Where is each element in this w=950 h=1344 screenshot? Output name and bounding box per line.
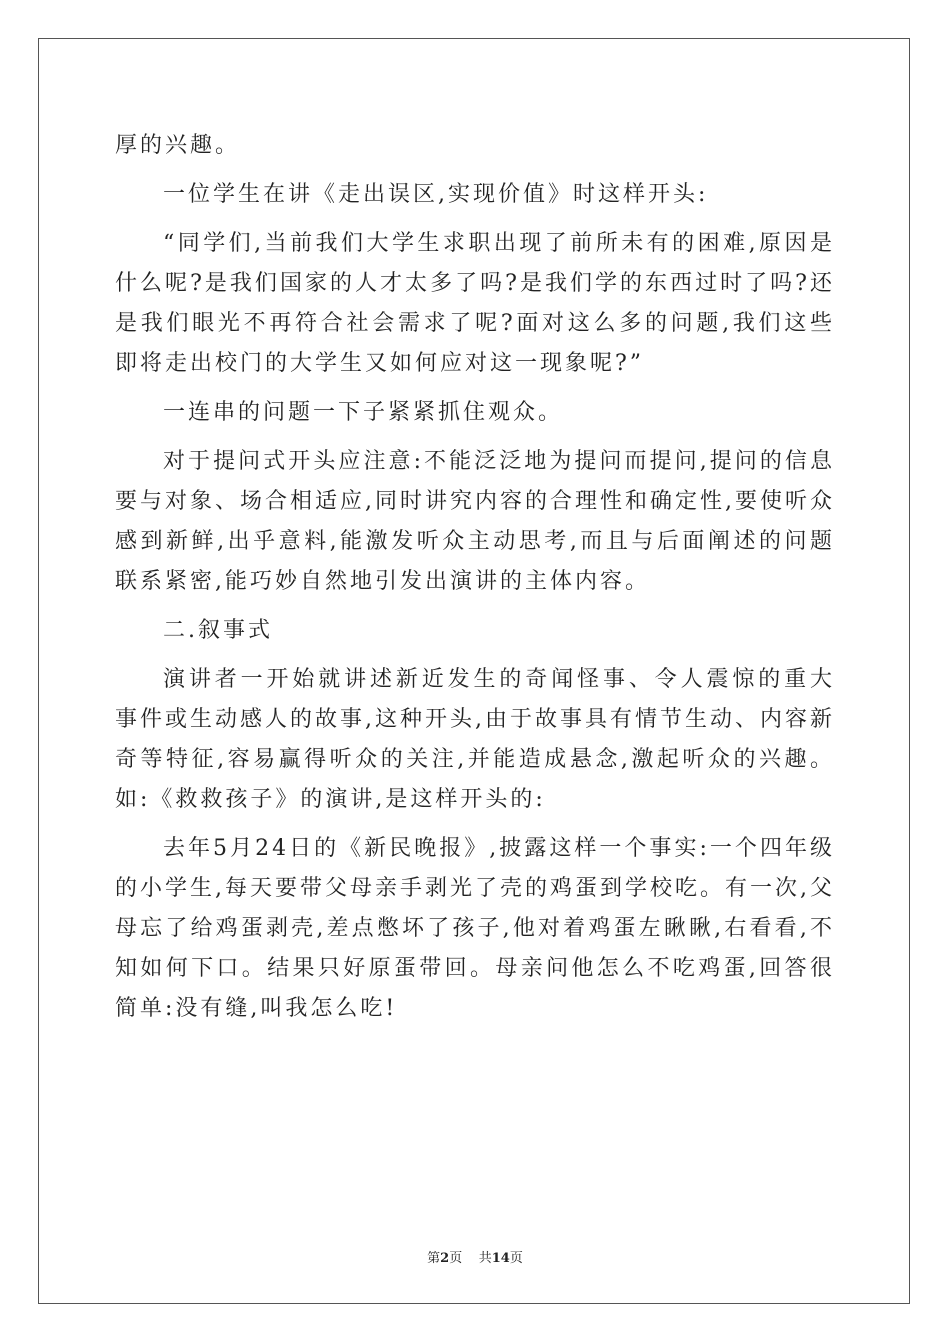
page-suffix: 页: [449, 1251, 463, 1266]
page-footer: [0, 1247, 950, 1266]
total-prefix: 共: [478, 1251, 492, 1266]
paragraph-4: 一连串的问题一下子紧紧抓住观众。: [163, 400, 564, 425]
section-heading: 二.叙事式: [163, 618, 273, 643]
current-page-number: 2: [440, 1251, 450, 1266]
total-suffix: 页: [509, 1251, 523, 1266]
paragraph-3-quote: “同学们,当前我们大学生求职出现了前所未有的困难,原因是什么呢?是我们国家的人才太多了吗?是我们学的东西过时了吗?还是我们眼光不再符合社会需求了呢?面对这么多的问题,我们这些即将走出校门的大学生又如何应对这一现象呢?”: [115, 231, 835, 376]
paragraph-5: 对于提问式开头应注意:不能泛泛地为提问而提问,提问的信息要与对象、场合相适应,同时讲究内容的合理性和确定性,要使听众感到新鲜,出乎意料,能激发听众主动思考,而且与后面阐述的问题联系紧密,能巧妙自然地引发出演讲的主体内容。: [115, 449, 835, 594]
paragraph-2: 一位学生在讲《走出误区,实现价值》时这样开头:: [163, 182, 709, 207]
paragraph-1: 厚的兴趣。: [115, 133, 241, 158]
document-body: [115, 126, 835, 1038]
total-page-number: 14: [491, 1251, 510, 1266]
paragraph-6: 演讲者一开始就讲述新近发生的奇闻怪事、令人震惊的重大事件或生动感人的故事,这种开头,由于故事具有情节生动、内容新奇等特征,容易赢得听众的关注,并能造成悬念,激起听众的兴趣。如:《救救孩子》的演讲,是这样开头的:: [115, 667, 835, 812]
page-prefix: 第: [427, 1251, 441, 1266]
paragraph-7: 去年5月24日的《新民晚报》,披露这样一个事实:一个四年级的小学生,每天要带父母亲手剥光了壳的鸡蛋到学校吃。有一次,父母忘了给鸡蛋剥壳,差点憋坏了孩子,他对着鸡蛋左瞅瞅,右看看,不知如何下口。结果只好原蛋带回。母亲问他怎么不吃鸡蛋,回答很简单:没有缝,叫我怎么吃!: [115, 836, 835, 1021]
